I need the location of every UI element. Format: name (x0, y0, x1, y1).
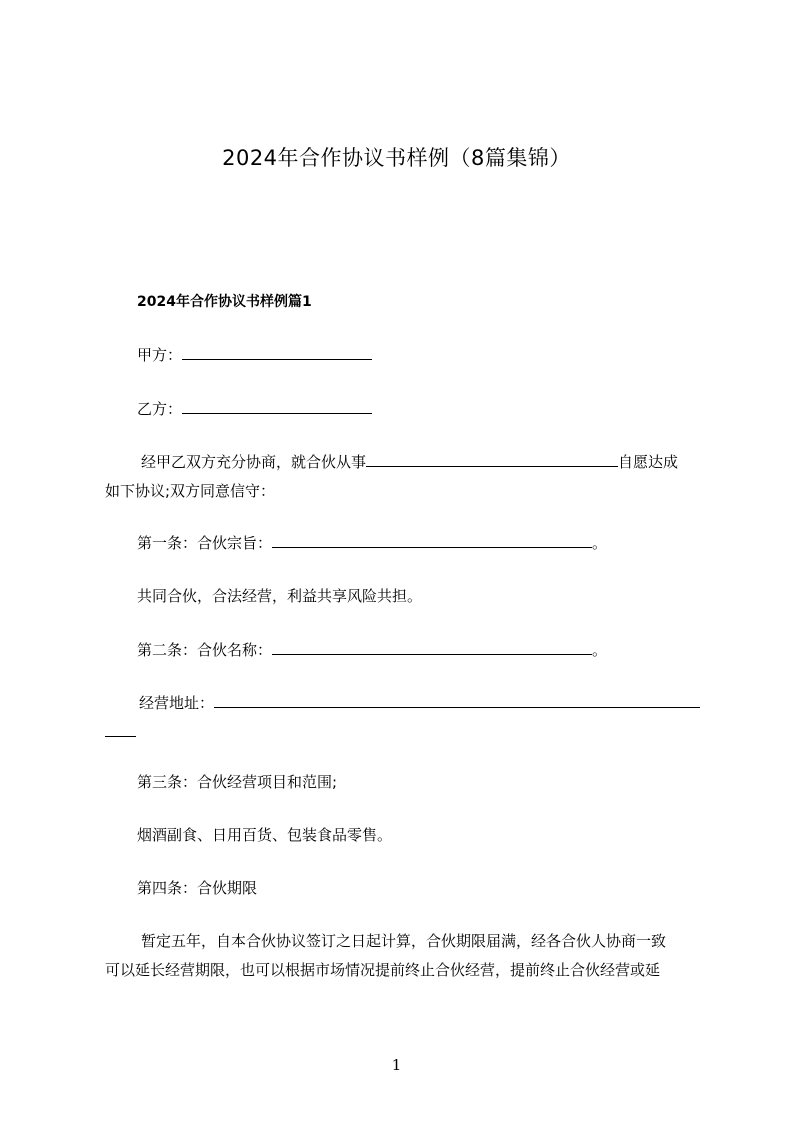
article3-label: 第三条：合伙经营项目和范围; (137, 773, 338, 791)
article1-period: 。 (592, 534, 608, 552)
address-blank (214, 693, 700, 708)
article1-line (137, 533, 607, 553)
article4-line-1: 暂定五年，自本合伙协议签订之日起计算，合伙期限届满，经各合伙人协商一致 (141, 932, 667, 950)
address-line (139, 693, 700, 713)
intro-part1: 经甲乙双方充分协商，就合伙从事 (141, 453, 367, 471)
article2-period: 。 (592, 641, 608, 659)
article1-content: 共同合伙，合法经营，利益共享风险共担。 (137, 587, 423, 605)
address-blank-continued (105, 722, 136, 737)
address-label: 经营地址： (139, 694, 215, 712)
name-blank (272, 640, 592, 655)
purpose-blank (272, 533, 592, 548)
section-heading: 2024年合作协议书样例篇1 (137, 294, 312, 310)
business-blank (366, 452, 618, 467)
party-a-label: 甲方： (137, 346, 183, 364)
party-b-label: 乙方： (137, 400, 183, 418)
party-a-blank (182, 345, 372, 360)
page-number: 1 (391, 1056, 402, 1074)
intro-part2: 自愿达成 (618, 453, 679, 471)
document-title: 2024年合作协议书样例（8篇集锦） (222, 146, 571, 170)
article3-content: 烟酒副食、日用百货、包装食品零售。 (137, 826, 393, 844)
party-a-line (137, 345, 372, 365)
party-b-blank (182, 399, 372, 414)
article2-line (137, 640, 607, 660)
party-b-line (137, 399, 372, 419)
intro-line-2: 如下协议;双方同意信守： (105, 482, 276, 500)
article2-label: 第二条：合伙名称： (137, 641, 273, 659)
intro-line-1 (141, 452, 678, 472)
address-continuation (105, 722, 136, 742)
article4-line-2: 可以延长经营期限，也可以根据市场情况提前终止合伙经营，提前终止合伙经营或延 (105, 961, 661, 979)
article4-label: 第四条：合伙期限 (137, 879, 258, 897)
article1-label: 第一条：合伙宗旨： (137, 534, 273, 552)
